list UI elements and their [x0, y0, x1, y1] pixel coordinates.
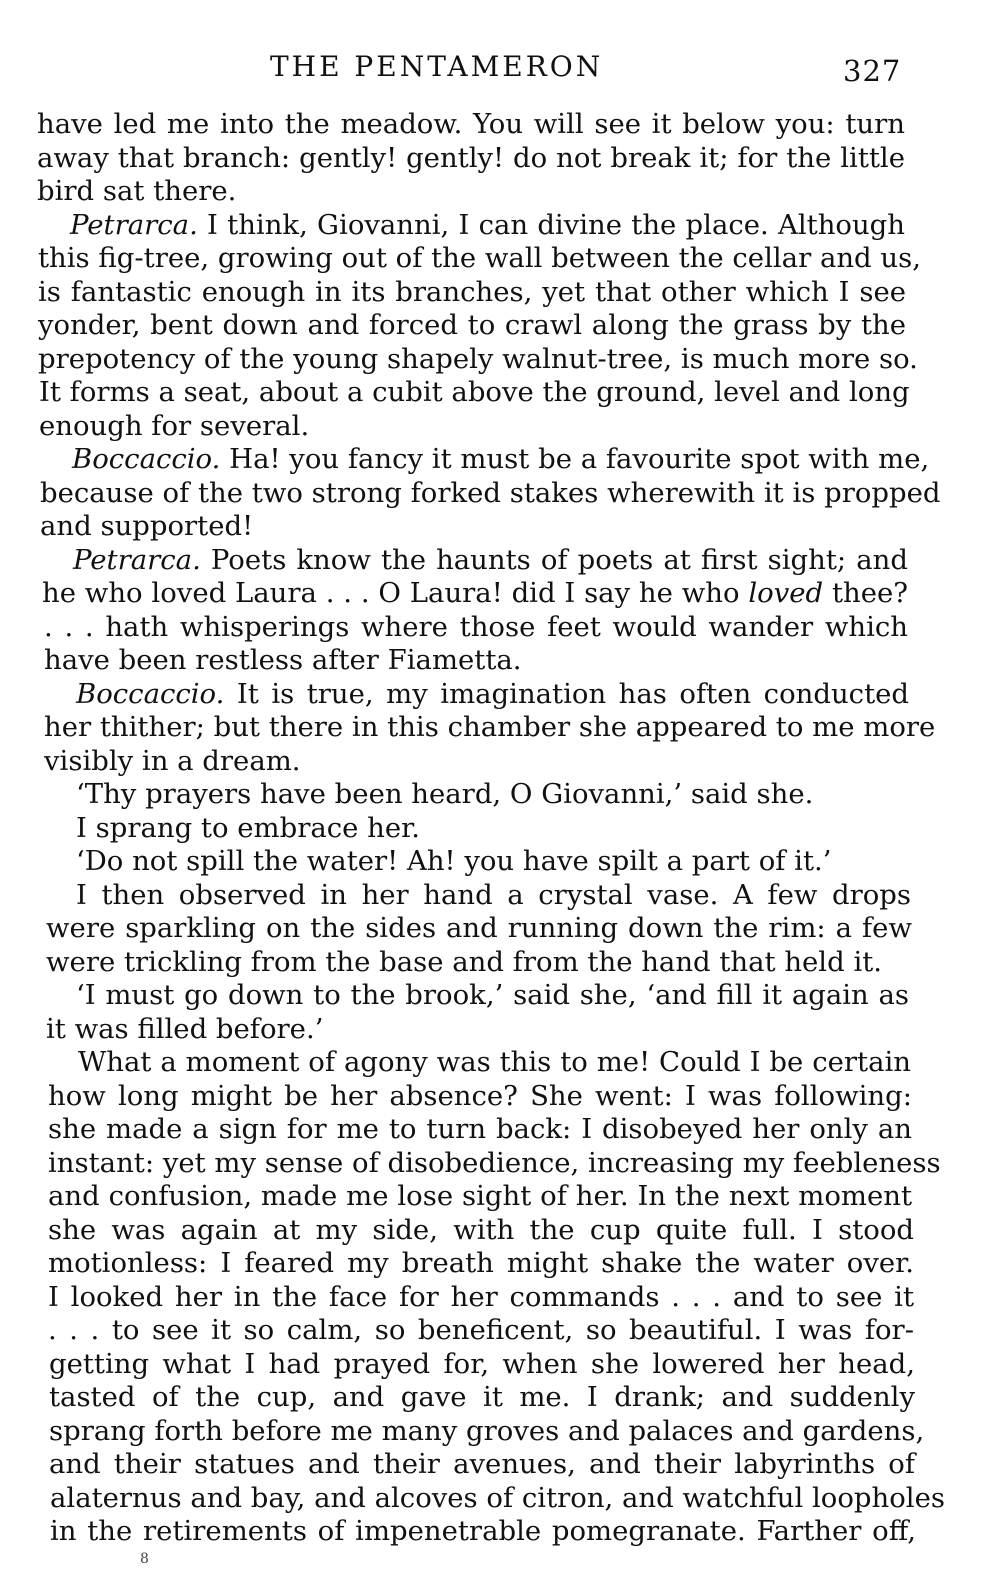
- line-text: . . . hath whisperings where those feet would wander which: [44, 610, 908, 643]
- line-text: were trickling from the base and from the hand that held it.: [46, 945, 883, 978]
- text-line: [48, 1314, 914, 1347]
- line-text: . . . to see it so calm, so beneficent, so beautiful. I was for-: [48, 1314, 914, 1346]
- text-line: [39, 409, 310, 443]
- text-line: [46, 912, 912, 945]
- text-line: [48, 1080, 912, 1113]
- text-line: [48, 1281, 914, 1314]
- text-line: [42, 577, 908, 610]
- line-text: instant: yet my sense of disobedience, increasing my feebleness: [48, 1146, 941, 1179]
- line-text: ‘I must go down to the brook,’ said she, ‘and fill it again as: [76, 979, 909, 1011]
- text-line: [38, 309, 906, 342]
- line-text: tasted of the cup, and gave it me. I drank; and suddenly: [49, 1381, 915, 1413]
- line-text: ‘Thy prayers have been heard, O Giovanni,’ said she.: [76, 778, 814, 810]
- text-line: [73, 544, 908, 577]
- text-line: [37, 108, 905, 141]
- line-text: her thither; but there in this chamber she appeared to me more: [44, 711, 936, 743]
- line-text: and supported!: [40, 510, 254, 542]
- text-line: [39, 376, 910, 409]
- line-text-tail: thee?: [823, 577, 908, 609]
- line-text: she made a sign for me to turn back: I disobeyed her only an: [48, 1113, 912, 1145]
- page-header: [0, 50, 1000, 90]
- text-line: [50, 1515, 916, 1548]
- line-text: yonder, bent down and forced to crawl along the grass by the: [38, 309, 906, 341]
- line-text: have led me into the meadow. You will see it below you: turn: [37, 108, 905, 140]
- line-text: because of the two strong forked stakes wherewith it is propped: [40, 476, 941, 509]
- emphasis-text: loved: [748, 577, 824, 609]
- line-text: I think, Giovanni, I can divine the place. Although: [197, 208, 905, 241]
- line-text: is fantastic enough in its branches, yet that other which I see: [38, 275, 906, 308]
- line-text: how long might be her absence? She went: I was following:: [48, 1079, 912, 1112]
- line-text: away that branch: gently! gently! do not break it; for the little: [37, 141, 905, 174]
- speaker-name: Petrarca.: [70, 208, 198, 241]
- running-title: THE PENTAMERON: [270, 50, 604, 83]
- text-line: [40, 510, 270, 543]
- line-text: sprang forth before me many groves and palaces and gardens,: [49, 1414, 925, 1447]
- text-line: [48, 1146, 941, 1180]
- text-line: [70, 209, 905, 242]
- text-line: [78, 1046, 911, 1079]
- page-number: 327: [843, 54, 902, 88]
- text-line: [49, 1348, 915, 1381]
- text-line: [76, 811, 421, 845]
- line-text: getting what I had prayed for, when she lowered her head,: [49, 1347, 915, 1380]
- text-line: [37, 142, 905, 175]
- text-line: [38, 242, 921, 275]
- line-text: she was again at my side, with the cup quite full. I stood: [48, 1213, 914, 1246]
- text-line: [48, 1180, 912, 1213]
- line-text: alaternus and bay, and alcoves of citron, and watchful loopholes: [50, 1481, 945, 1514]
- line-text: and confusion, made me lose sight of her. In the next moment: [48, 1180, 912, 1212]
- text-line: [49, 1448, 915, 1481]
- text-line: [48, 1247, 914, 1280]
- line-text: have been restless after Fiametta.: [44, 644, 522, 676]
- line-text: this fig-tree, growing out of the wall between the cellar and us,: [38, 242, 921, 274]
- line-text: and their statues and their avenues, and their labyrinths of: [49, 1448, 915, 1480]
- line-text: Ha! you fancy it must be a favourite spot with me,: [220, 443, 930, 475]
- text-line: [44, 711, 936, 744]
- speaker-name: Petrarca.: [73, 543, 201, 576]
- text-line: [48, 1113, 912, 1146]
- line-text: motionless: I feared my breath might shake the water over.: [48, 1247, 914, 1279]
- text-line: [76, 845, 856, 878]
- line-text: ‘Do not spill the water! Ah! you have spilt a part of it.’: [76, 845, 832, 877]
- text-line: [76, 979, 909, 1012]
- speaker-name: Boccaccio.: [76, 677, 225, 710]
- line-text: enough for several.: [39, 409, 310, 442]
- text-line: [76, 879, 911, 912]
- text-line: [44, 644, 522, 677]
- line-text: I sprang to embrace her.: [76, 811, 421, 844]
- text-line: [76, 778, 816, 811]
- line-text: prepotency of the young shapely walnut-tree, is much more so.: [38, 342, 918, 375]
- text-line: [44, 611, 908, 644]
- text-line: [46, 946, 886, 979]
- line-text: It forms a seat, about a cubit above the ground, level and long: [39, 376, 910, 408]
- line-text: in the retirements of impenetrable pomegranate. Farther off,: [50, 1515, 916, 1547]
- line-text: bird sat there.: [37, 175, 237, 207]
- line-text: It is true, my imagination has often conducted: [224, 677, 909, 710]
- line-text: Poets know the haunts of poets at first sight; and: [200, 543, 908, 576]
- text-line: [44, 744, 301, 778]
- text-line: [37, 175, 277, 208]
- text-line: [46, 1013, 346, 1046]
- signature-mark: 8: [140, 1551, 149, 1567]
- text-line: [38, 276, 906, 309]
- text-line: [76, 678, 909, 711]
- line-text: visibly in a dream.: [44, 744, 301, 777]
- line-text: I looked her in the face for her commands . . . and to see it: [48, 1280, 914, 1313]
- line-text: I then observed in her hand a crystal vase. A few drops: [76, 878, 911, 911]
- text-line: [49, 1414, 925, 1448]
- line-text: What a moment of agony was this to me! Could I be certain: [78, 1046, 911, 1078]
- text-line: [40, 476, 941, 510]
- text-line: [72, 443, 930, 476]
- text-line: [38, 342, 918, 376]
- line-text: were sparkling on the sides and running down the rim: a few: [46, 912, 912, 944]
- line-text: it was filled before.’: [46, 1012, 324, 1045]
- text-line: [49, 1381, 915, 1414]
- line-text: he who loved Laura . . . O Laura! did I say he who: [42, 577, 749, 609]
- text-line: [48, 1214, 914, 1247]
- text-line: [50, 1481, 945, 1515]
- speaker-name: Boccaccio.: [72, 443, 221, 475]
